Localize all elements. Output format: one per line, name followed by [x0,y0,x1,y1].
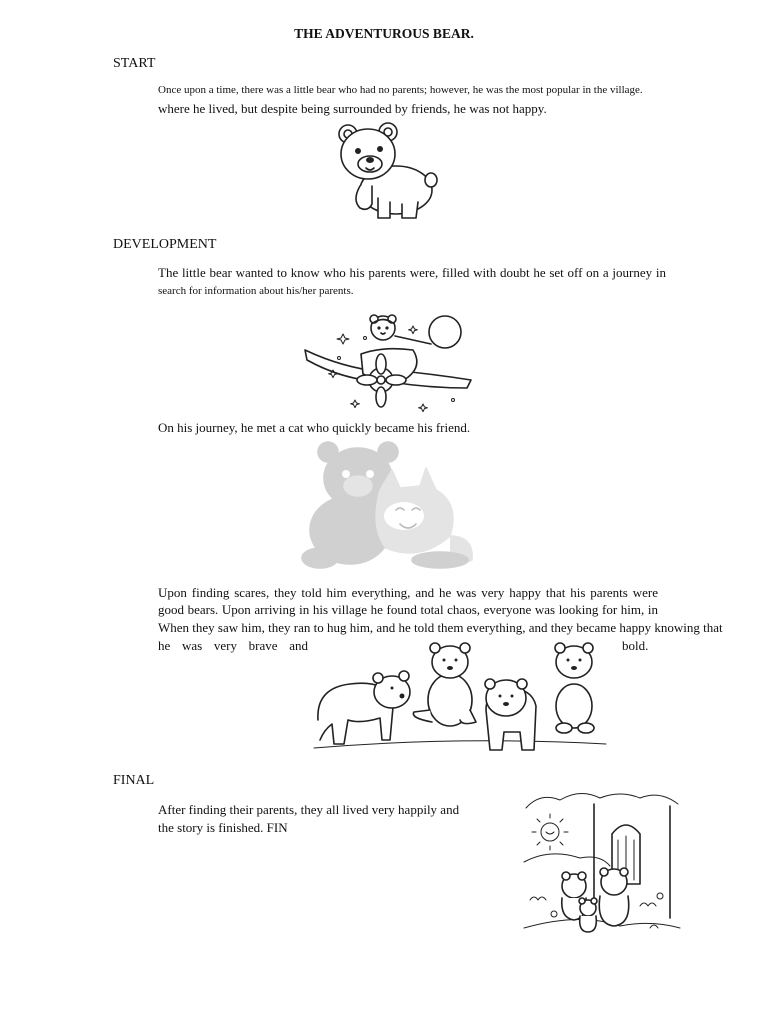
development-para3-line3: When they saw him, they ran to hug him, and he told them everything, and they became happy knowing that [158,620,723,635]
bear-airplane-illustration [303,308,473,418]
development-para1-line1: The little bear wanted to know who his parents were, filled with doubt he set off on a journey in [158,265,666,280]
development-para3-line2: good bears. Upon arriving in his village he found total chaos, everyone was looking for him, in [158,602,658,617]
start-line-2: where he lived, but despite being surrounded by friends, he was not happy. [158,101,547,116]
start-line-1: Once upon a time, there was a little bear who had no parents; however, he was the most popular in the village. [158,84,643,96]
final-line-1: After finding their parents, they all lived very happily and [158,802,460,817]
four-bears-illustration [310,640,610,760]
final-line-2: the story is finished. FIN [158,820,288,835]
section-heading-start: START [113,56,156,71]
section-heading-final: FINAL [113,773,155,788]
development-para3-line1: Upon finding scares, they told him everything, and he was very happy that his parents were [158,585,658,600]
development-para3-line4-start: he was very brave and [158,638,308,653]
development-para2: On his journey, he met a cat who quickly became his friend. [158,420,471,435]
bear-family-treehouse-illustration [520,788,685,948]
little-bear-illustration [338,120,438,224]
document-title: THE ADVENTUROUS BEAR. [294,26,474,41]
bear-and-cat-illustration [300,440,478,570]
development-para1-line2: search for information about his/her parents. [158,285,354,297]
development-para3-line4-end: bold. [622,638,649,653]
section-heading-development: DEVELOPMENT [113,237,217,252]
